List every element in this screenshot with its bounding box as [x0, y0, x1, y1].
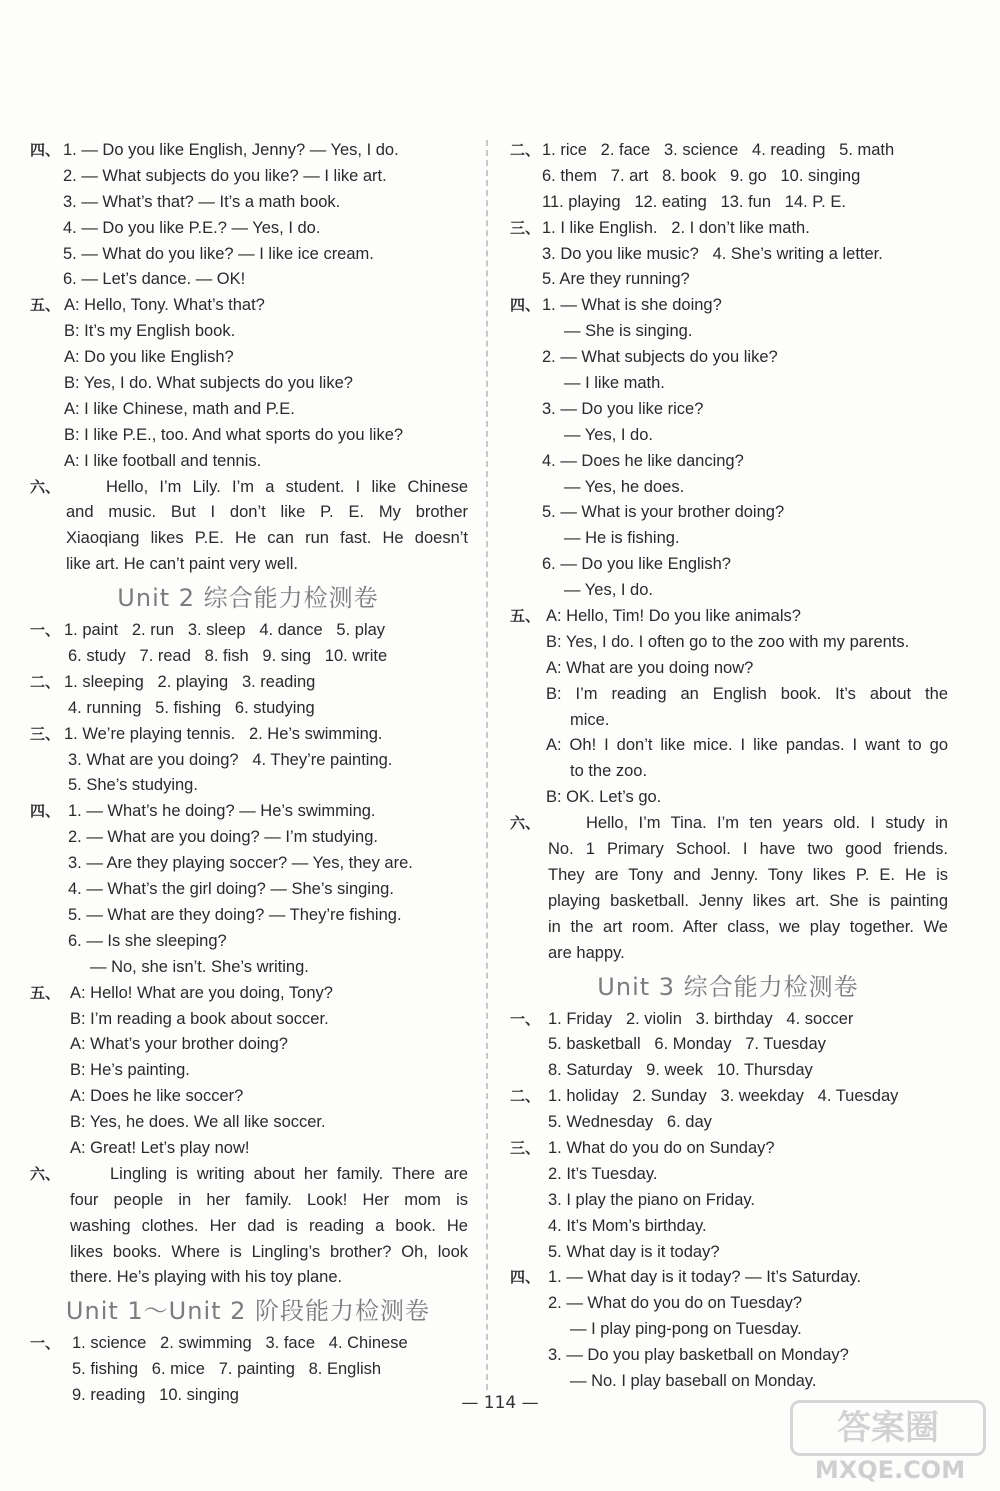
answer-text: A: Great! Let’s play now!: [70, 1138, 250, 1157]
answer-line: [28, 1162, 468, 1188]
answer-line: [508, 682, 948, 708]
section-marker: 四、: [510, 296, 541, 315]
answer-text: 1. — What day is it today? — It’s Saturday.: [548, 1268, 862, 1287]
answer-line: [28, 423, 468, 449]
answer-line: [508, 1084, 948, 1110]
answer-text: B: Yes, he does. We all like soccer.: [70, 1113, 326, 1132]
answer-text: 4. running 5. fishing 6. studying: [68, 698, 315, 717]
answer-text: They are Tony and Jenny. Tony likes P. E. He is: [548, 865, 948, 884]
answer-line: [28, 475, 468, 501]
section-marker: 三、: [30, 724, 61, 743]
answer-text: B: He’s painting.: [70, 1061, 190, 1080]
answer-text: 5. — What are they doing? — They’re fishing.: [68, 905, 402, 924]
answer-line: [28, 371, 468, 397]
answer-text: like art. He can’t paint very well.: [66, 555, 299, 574]
answer-line: [508, 293, 948, 319]
answer-line: [28, 397, 468, 423]
answer-text: 11. playing 12. eating 13. fun 14. P. E.: [542, 192, 846, 211]
answer-text: 8. Saturday 9. week 10. Thursday: [548, 1061, 813, 1080]
answer-line: [28, 552, 468, 578]
answer-line: [28, 877, 468, 903]
answer-line: [508, 500, 948, 526]
answer-line: [508, 475, 948, 501]
answer-line: [28, 267, 468, 293]
answer-line: [28, 345, 468, 371]
section-heading: Unit 2 综合能力检测卷: [117, 584, 379, 613]
answer-text: four people in her family. Look! Her mom is: [70, 1190, 468, 1209]
answer-line: [28, 1110, 468, 1136]
answer-line: [28, 242, 468, 268]
answer-line: [508, 785, 948, 811]
answer-text: 5. What day is it today?: [548, 1242, 720, 1261]
answer-line: [28, 1032, 468, 1058]
answer-text: A: I like football and tennis.: [64, 451, 262, 470]
answer-line: [508, 656, 948, 682]
answer-line: [508, 190, 948, 216]
section-marker: 二、: [510, 1087, 541, 1106]
answer-text: washing clothes. Her dad is reading a book. He: [70, 1216, 468, 1235]
answer-text: 6. — Do you like English?: [542, 555, 731, 574]
answer-line: [28, 1188, 468, 1214]
section-marker: 六、: [30, 477, 61, 496]
answer-line: [508, 1317, 948, 1343]
section-heading: Unit 3 综合能力检测卷: [597, 972, 859, 1001]
section-marker: 三、: [510, 218, 541, 237]
answer-text: 1. science 2. swimming 3. face 4. Chinese: [72, 1334, 408, 1353]
answer-text: 5. basketball 6. Monday 7. Tuesday: [548, 1035, 826, 1054]
answer-line: [508, 1162, 948, 1188]
answer-line: [508, 759, 948, 785]
section-marker: 一、: [30, 621, 61, 640]
section-marker: 四、: [510, 1268, 541, 1287]
answer-line: [28, 319, 468, 345]
answer-line: [508, 1369, 948, 1395]
right-column: [508, 138, 948, 1395]
answer-text: — Yes, I do.: [564, 425, 653, 444]
answer-text: Hello, I’m Tina. I’m ten years old. I study in: [586, 814, 948, 833]
answer-line: [508, 578, 948, 604]
answer-text: 1. — Do you like English, Jenny? — Yes, I do.: [63, 141, 399, 159]
answer-line: [28, 164, 468, 190]
answer-text: 1. rice 2. face 3. science 4. reading 5. math: [542, 141, 895, 159]
answer-text: 2. It’s Tuesday.: [548, 1164, 658, 1183]
answer-line: [28, 216, 468, 242]
answer-text: 2. — What do you do on Tuesday?: [548, 1294, 803, 1313]
answer-text: 1. We’re playing tennis. 2. He’s swimming.: [64, 724, 383, 743]
answer-text: No. 1 Primary School. I have two good friends.: [548, 840, 948, 859]
answer-text: 6. them 7. art 8. book 9. go 10. singing: [542, 166, 861, 185]
answer-text: A: What’s your brother doing?: [70, 1035, 288, 1054]
answer-line: [508, 242, 948, 268]
watermark-url: MXQE.COM: [814, 1456, 966, 1484]
answer-text: 1. paint 2. run 3. sleep 4. dance 5. play: [64, 621, 386, 640]
answer-text: 1. holiday 2. Sunday 3. weekday 4. Tuesday: [548, 1087, 899, 1106]
answer-line: [508, 319, 948, 345]
answer-text: 5. — What is your brother doing?: [542, 503, 785, 522]
answer-line: [508, 1007, 948, 1033]
answer-text: A: Hello, Tim! Do you like animals?: [546, 607, 801, 626]
answer-text: 2. — What are you doing? — I’m studying.: [68, 828, 378, 847]
answer-text: A: I like Chinese, math and P.E.: [64, 399, 295, 418]
answer-text: B: I’m reading an English book. It’s about the: [546, 684, 948, 703]
answer-line: [28, 644, 468, 670]
answer-line: [28, 670, 468, 696]
watermark: [790, 1400, 990, 1488]
answer-line: [508, 941, 948, 967]
answer-line: [28, 955, 468, 981]
answer-text: — He is fishing.: [564, 529, 680, 548]
answer-text: mice.: [570, 710, 610, 729]
answer-line: [508, 1136, 948, 1162]
answer-line: [28, 526, 468, 552]
answer-text: B: I’m reading a book about soccer.: [70, 1009, 329, 1028]
answer-line: [28, 449, 468, 475]
answer-text: B: Yes, I do. I often go to the zoo with my parents.: [546, 632, 910, 651]
answer-line: [508, 1265, 948, 1291]
answer-line: [28, 618, 468, 644]
answer-text: 6. study 7. read 8. fish 9. sing 10. write: [68, 647, 388, 666]
answer-line: [508, 345, 948, 371]
answer-text: 5. She’s studying.: [68, 776, 198, 795]
section-heading: Unit 1～Unit 2 阶段能力检测卷: [65, 1297, 431, 1326]
answer-text: A: Hello! What are you doing, Tony?: [70, 983, 333, 1002]
answer-text: B: It’s my English book.: [64, 322, 236, 341]
answer-line: [508, 526, 948, 552]
answer-line: [28, 1214, 468, 1240]
section-marker: 二、: [510, 141, 541, 159]
answer-line: [28, 1240, 468, 1266]
answer-line: [508, 1240, 948, 1266]
answer-text: 3. Do you like music? 4. She’s writing a letter.: [542, 244, 883, 263]
answer-text: 1. — What is she doing?: [542, 296, 722, 315]
answer-text: — No, she isn’t. She’s writing.: [90, 957, 309, 976]
answer-text: — No. I play baseball on Monday.: [570, 1371, 817, 1390]
answer-text: A: Hello, Tony. What’s that?: [64, 296, 265, 315]
answer-text: and music. But I don’t like P. E. My brother: [66, 503, 468, 522]
answer-text: 5. — What do you like? — I like ice cream.: [63, 244, 374, 263]
answer-text: 3. What are you doing? 4. They’re painting.: [68, 750, 393, 769]
answer-line: [508, 889, 948, 915]
watermark-logo: 答案圈: [790, 1400, 986, 1456]
answer-line: [508, 397, 948, 423]
answer-text: 3. — What’s that? — It’s a math book.: [63, 192, 341, 211]
section-marker: 一、: [510, 1009, 541, 1028]
answer-text: 2. — What subjects do you like?: [542, 348, 778, 367]
answer-text: B: I like P.E., too. And what sports do you like?: [64, 425, 404, 444]
answer-text: 4. — Do you like P.E.? — Yes, I do.: [63, 218, 321, 237]
answer-line: [28, 1331, 468, 1357]
answer-text: A: Do you like English?: [64, 348, 234, 367]
answer-line: [508, 1058, 948, 1084]
answer-text: — I like math.: [564, 374, 665, 393]
answer-line: [28, 929, 468, 955]
answer-text: 5. Are they running?: [542, 270, 690, 289]
answer-text: — Yes, I do.: [564, 581, 653, 600]
answer-text: 1. — What’s he doing? — He’s swimming.: [68, 802, 376, 821]
answer-text: 4. It’s Mom’s birthday.: [548, 1216, 707, 1235]
answer-text: A: Does he like soccer?: [70, 1087, 244, 1106]
section-marker: 六、: [510, 814, 541, 833]
answer-text: likes books. Where is Lingling’s brother? Oh, look: [70, 1242, 468, 1261]
answer-line: [508, 1110, 948, 1136]
answer-line: [28, 903, 468, 929]
answer-line: [28, 1084, 468, 1110]
answer-line: [508, 863, 948, 889]
left-column: [28, 138, 468, 1409]
answer-text: 3. I play the piano on Friday.: [548, 1190, 755, 1209]
answer-text: 5. fishing 6. mice 7. painting 8. English: [72, 1360, 382, 1379]
section-marker: 一、: [30, 1334, 61, 1353]
answer-line: [508, 1214, 948, 1240]
answer-text: playing basketball. Jenny likes art. She is painting: [548, 891, 948, 910]
answer-text: Hello, I’m Lily. I’m a student. I like Chinese: [106, 477, 468, 496]
page-number: — 114 —: [461, 1393, 539, 1413]
answer-line: [508, 216, 948, 242]
answer-text: A: What are you doing now?: [546, 658, 754, 677]
answer-text: Xiaoqiang likes P.E. He can run fast. He doesn’t: [66, 529, 468, 548]
answer-line: [508, 811, 948, 837]
answer-line: [508, 138, 948, 164]
answer-text: Lingling is writing about her family. There are: [110, 1164, 468, 1183]
answer-line: [28, 799, 468, 825]
answer-text: B: Yes, I do. What subjects do you like?: [64, 374, 353, 393]
answer-line: [508, 1032, 948, 1058]
section-marker: 五、: [30, 296, 61, 315]
answer-line: [508, 1343, 948, 1369]
answer-line: [28, 825, 468, 851]
section-marker: 二、: [30, 672, 61, 691]
answer-line: [28, 1058, 468, 1084]
answer-text: 1. I like English. 2. I don’t like math.: [542, 218, 810, 237]
answer-line: [28, 748, 468, 774]
answer-line: [508, 630, 948, 656]
answer-text: — She is singing.: [564, 322, 693, 341]
section-marker: 三、: [510, 1138, 541, 1157]
answer-line: [28, 1007, 468, 1033]
answer-line: [28, 981, 468, 1007]
answer-line: [28, 1357, 468, 1383]
answer-line: [508, 733, 948, 759]
answer-line: [508, 423, 948, 449]
answer-line: [28, 500, 468, 526]
answer-line: [28, 293, 468, 319]
answer-text: 9. reading 10. singing: [72, 1386, 239, 1405]
answer-line: [508, 449, 948, 475]
answer-text: — I play ping-pong on Tuesday.: [570, 1320, 802, 1339]
answer-text: A: Oh! I don’t like mice. I like pandas. I want to go: [546, 736, 948, 755]
answer-line: [28, 1265, 468, 1291]
answer-text: 3. — Are they playing soccer? — Yes, they are.: [68, 854, 413, 873]
answer-line: [508, 371, 948, 397]
answer-text: there. He’s playing with his toy plane.: [70, 1268, 343, 1287]
answer-line: [508, 837, 948, 863]
answer-line: [28, 773, 468, 799]
section-marker: 五、: [30, 983, 61, 1002]
answer-line: [508, 267, 948, 293]
section-marker: 四、: [30, 141, 61, 159]
section-marker: 五、: [510, 607, 541, 626]
answer-text: 4. — Does he like dancing?: [542, 451, 744, 470]
answer-line: [508, 708, 948, 734]
answer-text: 1. sleeping 2. playing 3. reading: [64, 672, 316, 691]
answer-text: 4. — What’s the girl doing? — She’s singing.: [68, 880, 394, 899]
answer-line: [508, 552, 948, 578]
answer-line: [508, 915, 948, 941]
answer-text: 1. What do you do on Sunday?: [548, 1138, 775, 1157]
answer-line: [28, 138, 468, 164]
answer-text: in the art room. After class, we play together. We: [548, 917, 948, 936]
answer-text: 6. — Is she sleeping?: [68, 931, 227, 950]
answer-line: [28, 190, 468, 216]
answer-text: 1. Friday 2. violin 3. birthday 4. soccer: [548, 1009, 854, 1028]
answer-line: [508, 1188, 948, 1214]
section-marker: 四、: [30, 802, 61, 821]
answer-line: [508, 1291, 948, 1317]
answer-text: 5. Wednesday 6. day: [548, 1113, 712, 1132]
answer-line: [28, 696, 468, 722]
column-divider: [486, 140, 488, 1390]
answer-text: are happy.: [548, 943, 625, 962]
answer-text: B: OK. Let’s go.: [546, 788, 662, 807]
answer-text: 3. — Do you like rice?: [542, 399, 704, 418]
answer-text: — Yes, he does.: [564, 477, 685, 496]
answer-line: [28, 1136, 468, 1162]
answer-text: 3. — Do you play basketball on Monday?: [548, 1346, 849, 1365]
answer-text: 6. — Let’s dance. — OK!: [63, 270, 246, 289]
answer-line: [28, 722, 468, 748]
section-marker: 六、: [30, 1164, 61, 1183]
answer-line: [28, 851, 468, 877]
answer-line: [508, 164, 948, 190]
answer-text: 2. — What subjects do you like? — I like art.: [63, 166, 387, 185]
answer-text: to the zoo.: [570, 762, 648, 781]
answer-line: [508, 604, 948, 630]
